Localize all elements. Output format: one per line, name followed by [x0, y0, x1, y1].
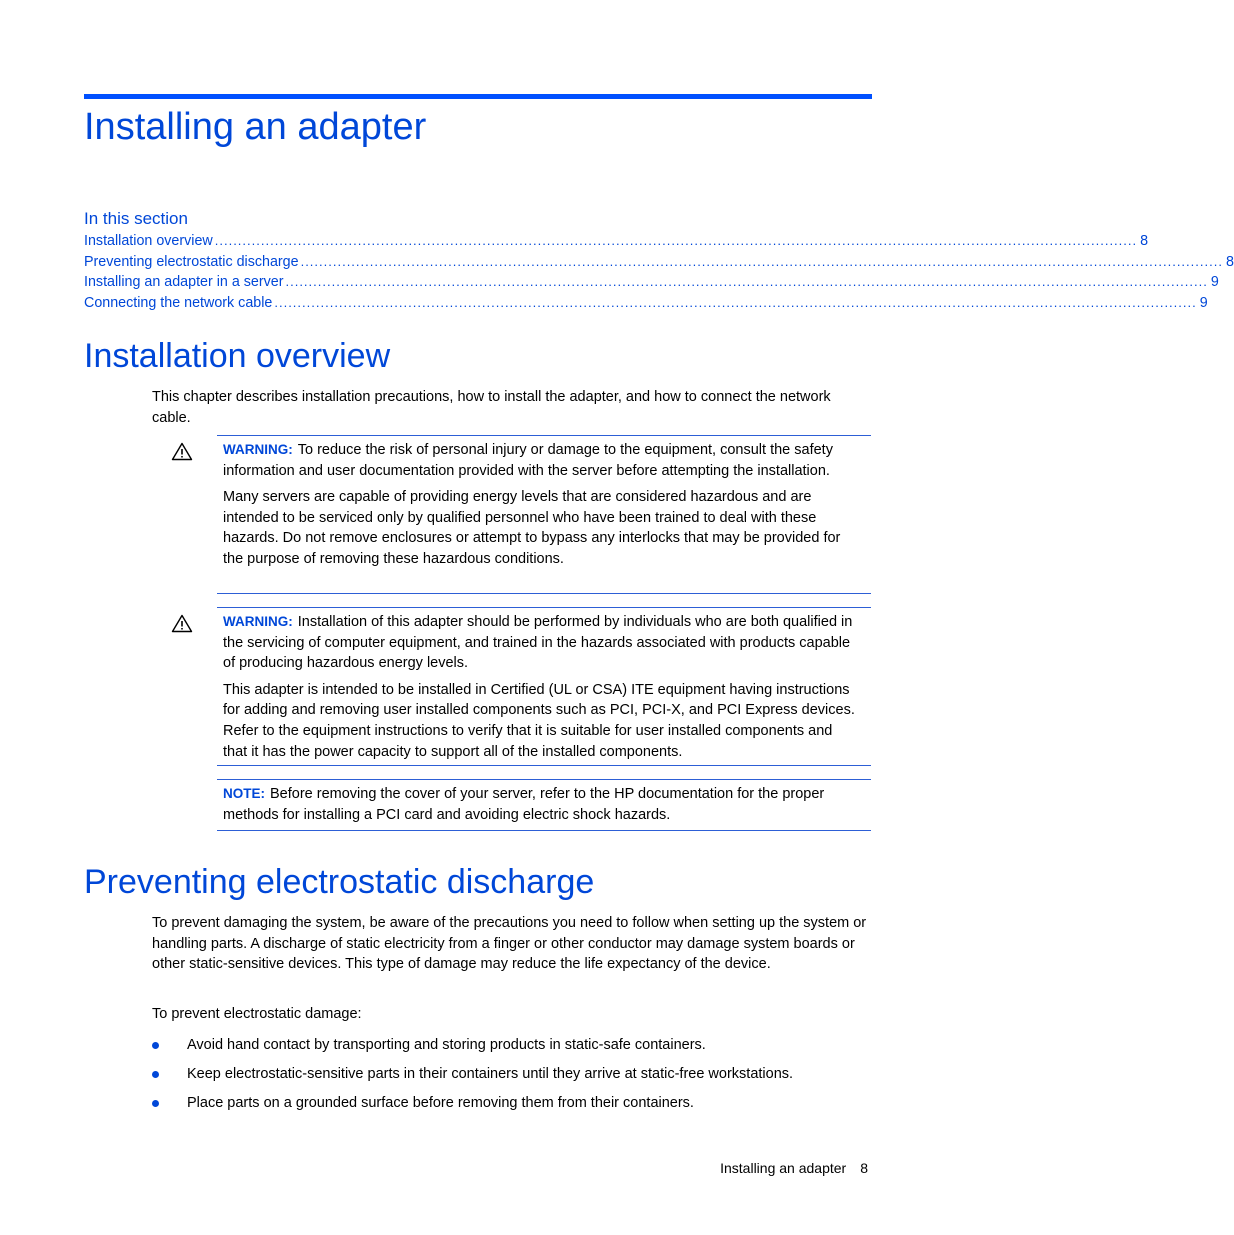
note-label: NOTE: — [223, 786, 265, 801]
esd-intro: To prevent damaging the system, be aware of the precautions you need to follow when setting up the system or handling parts. A discharge of static electricity from a finger or other conductor may damage system boards or other static-sensitive devices. This type of damage may reduce the life expectancy of the device. — [152, 915, 867, 973]
warning-icon — [171, 614, 193, 633]
toc-item-page: 9 — [1210, 274, 1219, 290]
overview-intro: This chapter describes installation precautions, how to install the adapter, and how to connect the network cable. — [152, 389, 831, 426]
toc-item-page: 8 — [1140, 233, 1149, 249]
note-text: Before removing the cover of your server, refer to the HP documentation for the proper methods for installing a PCI card and avoiding electric shock hazards. — [223, 786, 825, 823]
warning-text: Installation of this adapter should be performed by individuals who are both qualified in the servicing of computer equipment, and trained in the hazards associated with products capable of producing hazardous energy levels. — [223, 614, 853, 672]
esd-list-intro: To prevent electrostatic damage: — [152, 1006, 362, 1022]
toc-item-installation-overview[interactable]: Installation overview ........................................................................................................................................................................................................ 8 — [84, 233, 1149, 249]
bullet-icon — [152, 1100, 159, 1107]
warning-text: To reduce the risk of personal injury or damage to the equipment, consult the safety information and user documentation provided with the server before attempting the installation. — [223, 442, 833, 479]
note-box — [217, 779, 871, 831]
chapter-top-rule — [84, 94, 872, 99]
toc-heading: In this section — [84, 209, 188, 228]
toc-list — [84, 231, 1234, 313]
toc-item-preventing-esd[interactable]: Preventing electrostatic discharge ........................................................................................................................................................................................................ 8 — [84, 253, 1234, 270]
toc-item-label: Connecting the network cable — [84, 294, 273, 311]
warning-text-2: Many servers are capable of providing energy levels that are considered hazardous and are intended to be serviced only by qualified personnel who have been trained to deal with these hazards. Do not remove enclosures or attempt to bypass any interlocks that may be provided for the purpose of removing these hazardous conditions. — [223, 489, 841, 567]
section-title-preventing-esd: Preventing electrostatic discharge — [84, 863, 595, 901]
toc-item-installing-adapter[interactable]: Installing an adapter in a server ........................................................................................................................................................................................................ 9 — [84, 274, 1219, 290]
footer-text: Installing an adapter — [720, 1160, 847, 1176]
page-footer — [720, 1158, 868, 1178]
bullet-icon — [152, 1042, 159, 1049]
toc-item-page: 9 — [1199, 294, 1208, 311]
warning-icon — [171, 442, 193, 461]
toc-item-connecting-cable[interactable]: Connecting the network cable ........................................................................................................................................................................................................ 9 — [84, 294, 1208, 311]
warning-label: WARNING: — [223, 442, 293, 457]
bullet-icon — [152, 1071, 159, 1078]
warning-box-2 — [217, 607, 871, 766]
warning-text-2: This adapter is intended to be installed in Certified (UL or CSA) ITE equipment having instructions for adding and removing user installed components such as PCI, PCI-X, and PCI Express devices. Refer to the equipment instructions to verify that it is suitable for user installed components and that it has the power capacity to support all of the installed components. — [223, 681, 855, 760]
warning-box-1 — [217, 435, 871, 594]
section-title-installation-overview: Installation overview — [84, 337, 391, 375]
toc-item-label: Installing an adapter in a server — [84, 274, 284, 290]
page-number: 8 — [860, 1160, 868, 1176]
toc-item-label: Preventing electrostatic discharge — [84, 253, 299, 270]
warning-label: WARNING: — [223, 614, 293, 629]
toc-item-page: 8 — [1225, 253, 1234, 270]
toc-item-label: Installation overview — [84, 233, 213, 249]
chapter-title: Installing an adapter — [84, 106, 427, 148]
